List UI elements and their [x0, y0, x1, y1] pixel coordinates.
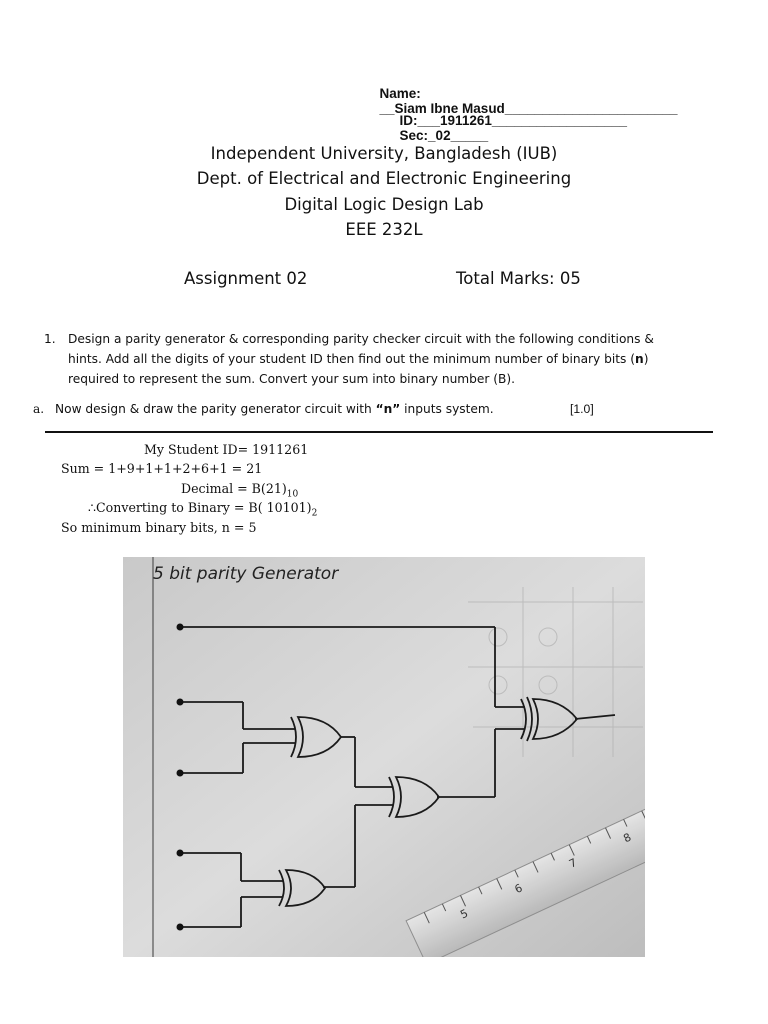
input-dot — [177, 850, 184, 857]
ruler-number: 6 — [512, 881, 525, 897]
answer-sum: Sum = 1+9+1+1+2+6+1 = 21 — [61, 461, 263, 476]
answer-decimal: Decimal = $B(21)_{10}$ — [181, 481, 299, 500]
assignment-label: Assignment 02 — [184, 269, 308, 288]
sec-label: Sec: — [399, 128, 429, 143]
sub-question-label: a. — [33, 402, 45, 416]
circuit-drawing-photo — [123, 557, 645, 957]
name-value: __Siam Ibne Masud_______________________ — [379, 101, 678, 116]
ruler-number: 8 — [621, 830, 634, 846]
question-text: Design a parity generator & corresponding parity checker circuit with the following conditions & hints. Add all the digits of your student ID then find out the minimum number of binary bits (n) required to represent the sum. Convert your sum into binary number (B). — [68, 332, 654, 386]
question-number: 1. — [44, 332, 56, 346]
course-code: EEE 232L — [345, 220, 423, 239]
lab-name: Digital Logic Design Lab — [284, 195, 484, 214]
answer-student-id: My Student ID= 1911261 — [144, 442, 309, 457]
university-name: Independent University, Bangladesh (IUB) — [210, 144, 558, 163]
sec-value: _02_____ — [428, 128, 489, 143]
ruler-number: 5 — [458, 906, 471, 922]
id-value: ___1911261__________________ — [417, 113, 627, 128]
answer-binary: ∴Converting to Binary = B( $10101)_2$ — [88, 500, 318, 519]
divider-line — [45, 431, 713, 433]
sub-question-text: Now design & draw the parity generator circuit with “n” inputs system. — [55, 402, 494, 416]
bold-n: n — [635, 352, 644, 366]
answer-min-bits: So minimum binary bits, n = 5 — [61, 520, 257, 535]
name-label: Name: — [379, 86, 421, 101]
drawing-caption: 5 bit parity Generator — [153, 564, 339, 584]
input-dot — [177, 624, 184, 631]
department-name: Dept. of Electrical and Electronic Engineering — [196, 169, 572, 188]
total-marks: Total Marks: 05 — [456, 269, 581, 288]
input-dot — [177, 770, 184, 777]
input-dot — [177, 699, 184, 706]
sub-question-marks: [1.0] — [570, 402, 594, 416]
ruler-number: 7 — [567, 855, 579, 871]
id-label: ID: — [399, 113, 418, 128]
input-dot — [177, 924, 184, 931]
